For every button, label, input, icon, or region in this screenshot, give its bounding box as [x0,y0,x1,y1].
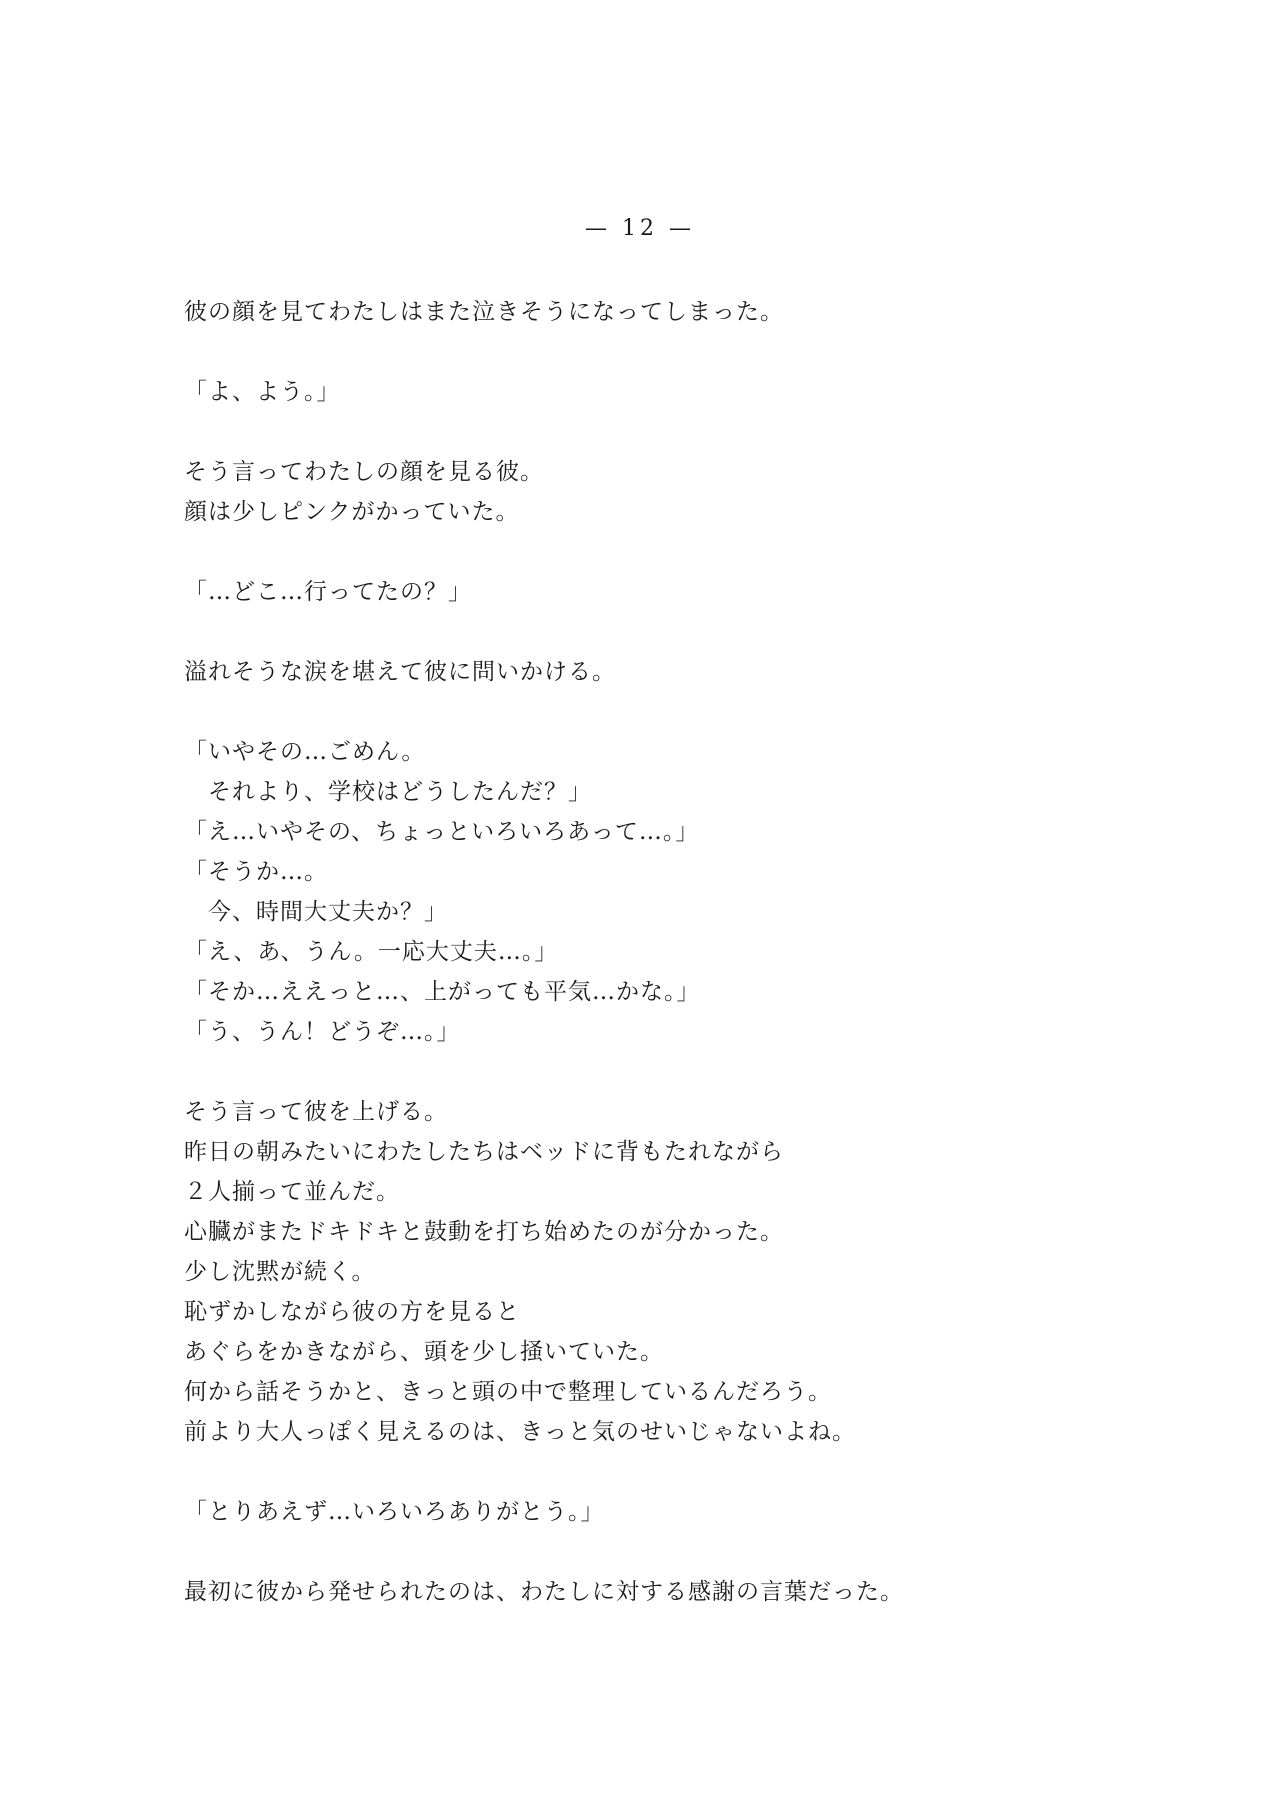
blank-line [184,1052,1144,1092]
text-line: そう言ってわたしの顔を見る彼。 [184,459,544,485]
blank-line [184,1532,1144,1572]
text-line: 「え…いやその、ちょっといろいろあって…。」 [184,819,700,845]
text-line: 「とりあえず…いろいろありがとう。」 [184,1499,605,1525]
text-line: 顔は少しピンクがかっていた。 [184,499,520,525]
text-line: 昨日の朝みたいにわたしたちはベッドに背もたれながら [184,1139,784,1165]
text-line: ２人揃って並んだ。 [184,1179,400,1205]
text-line: 「いやその…ごめん。 [184,739,426,765]
text-line: それより、学校はどうしたんだ？」 [184,779,592,805]
text-line: 今、時間大丈夫か？」 [184,899,448,925]
text-line: 「よ、よう。」 [184,379,341,405]
blank-line [184,692,1144,732]
text-line: 「そか…ええっと…、上がっても平気…かな。」 [184,979,701,1005]
text-line: あぐらをかきながら、頭を少し掻いていた。 [184,1339,664,1365]
text-line: そう言って彼を上げる。 [184,1099,448,1125]
blank-line [184,532,1144,572]
blank-line [184,1452,1144,1492]
text-line: 心臓がまたドキドキと鼓動を打ち始めたのが分かった。 [184,1219,784,1245]
text-line: 前より大人っぽく見えるのは、きっと気のせいじゃないよね。 [184,1419,856,1445]
blank-line [184,412,1144,452]
text-line: 「え、あ、うん。一応大丈夫…。」 [184,939,559,965]
text-line: 溢れそうな涙を堪えて彼に問いかける。 [184,659,616,685]
text-line: 恥ずかしながら彼の方を見ると [184,1299,520,1325]
text-line: 彼の顔を見てわたしはまた泣きそうになってしまった。 [184,299,784,325]
text-line: 何から話そうかと、きっと頭の中で整理しているんだろう。 [184,1379,832,1405]
text-line: 「う、うん！どうぞ…。」 [184,1019,461,1045]
blank-line [184,332,1144,372]
text-line: 「…どこ…行ってたの？」 [184,579,472,605]
body-text [184,292,1144,1612]
page-number: — 12 — [585,216,695,241]
text-line: 最初に彼から発せられたのは、わたしに対する感謝の言葉だった。 [184,1579,904,1605]
blank-line [184,612,1144,652]
text-line: 「そうか…。 [184,859,328,885]
text-line: 少し沈黙が続く。 [184,1259,376,1285]
